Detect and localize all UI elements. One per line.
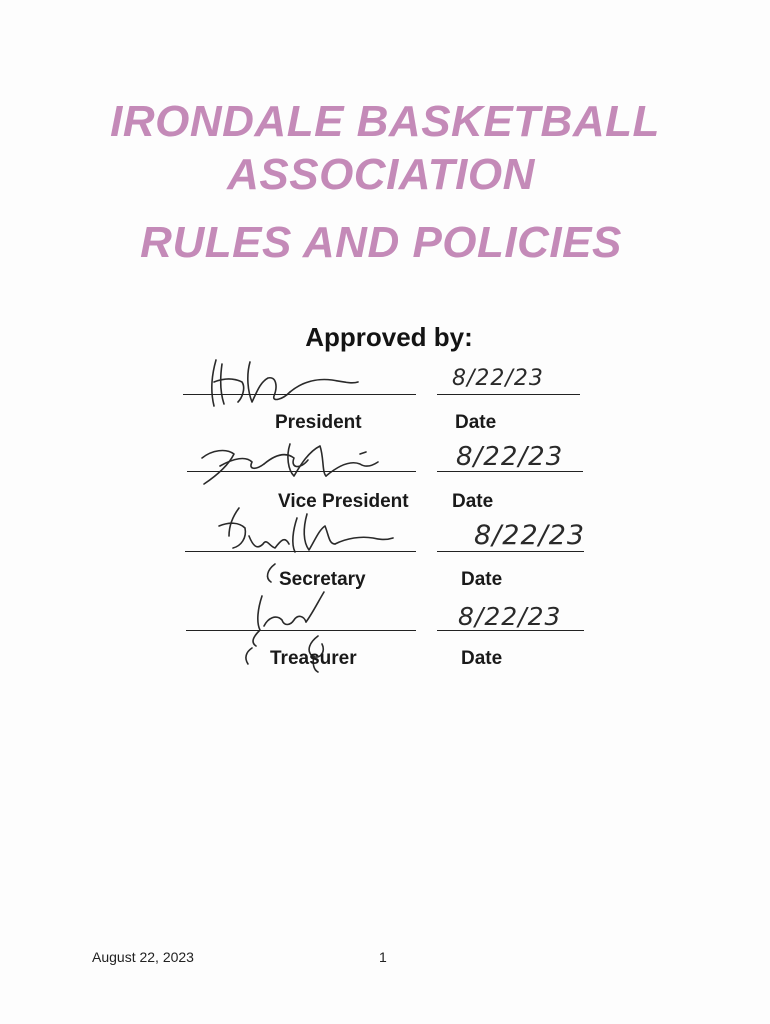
- treasurer-label: Treasurer: [270, 648, 357, 669]
- president-label: President: [275, 412, 362, 433]
- president-date-label: Date: [455, 412, 497, 433]
- treasurer-signature-line: [186, 630, 416, 631]
- vice-president-date-line: [437, 471, 583, 472]
- treasurer-date-line: [437, 630, 584, 631]
- vice-president-signature-line: [187, 471, 416, 472]
- footer-date: August 22, 2023: [92, 949, 194, 965]
- page-number: 1: [379, 949, 387, 965]
- secretary-signature-line: [185, 551, 416, 552]
- title-line-2: ASSOCIATION: [227, 150, 535, 199]
- treasurer-date-label: Date: [461, 648, 503, 669]
- president-signature-line: [183, 394, 416, 395]
- president-signature: [198, 352, 368, 412]
- secretary-date-line: [437, 551, 584, 552]
- vice-president-date-label: Date: [452, 491, 494, 512]
- approved-by-heading: Approved by:: [305, 322, 473, 352]
- secretary-signed-date: 8/22/23: [474, 520, 586, 551]
- title-line-3: RULES AND POLICIES: [140, 218, 622, 267]
- vice-president-signature: [190, 436, 390, 488]
- president-date-line: [437, 394, 580, 395]
- title-line-1: IRONDALE BASKETBALL: [110, 97, 660, 146]
- president-signed-date: 8/22/23: [452, 366, 544, 391]
- secretary-label: Secretary: [279, 569, 366, 590]
- vice-president-label: Vice President: [278, 491, 409, 512]
- secretary-date-label: Date: [461, 569, 503, 590]
- treasurer-signed-date: 8/22/23: [458, 602, 562, 631]
- vice-president-signed-date: 8/22/23: [456, 442, 564, 472]
